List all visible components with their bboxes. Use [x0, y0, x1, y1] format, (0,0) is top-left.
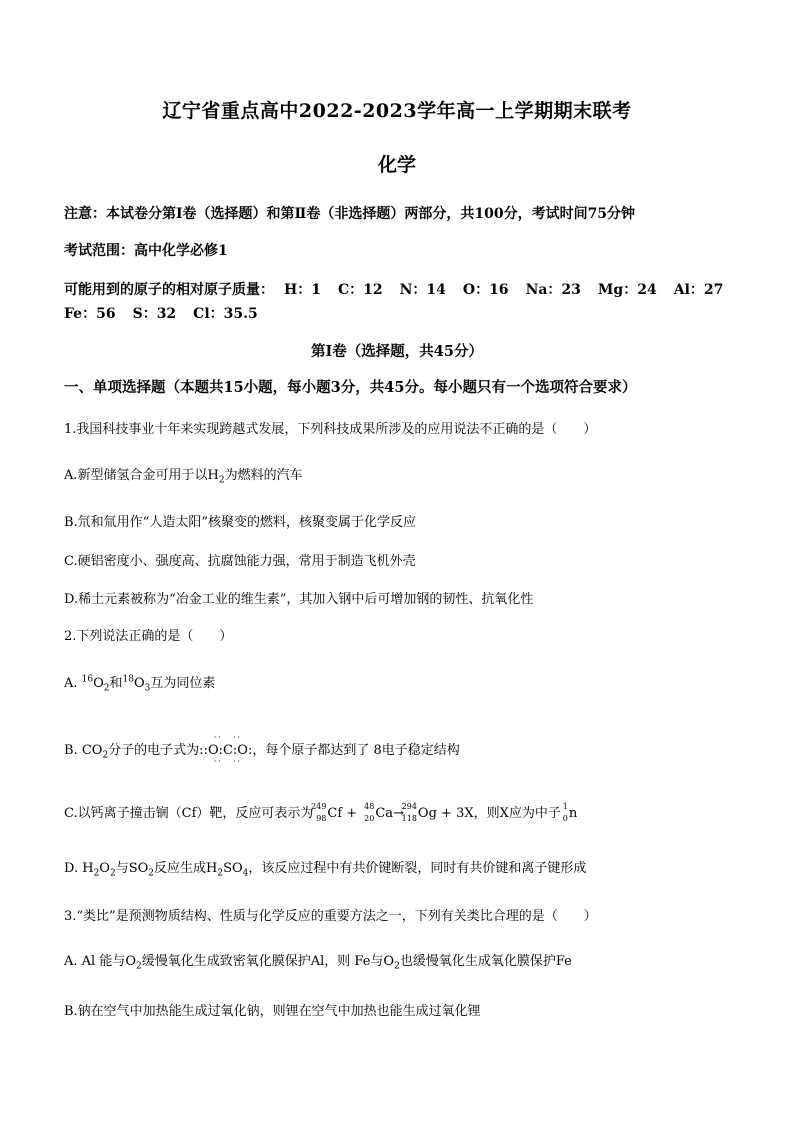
option-text: 为燃料的汽车 — [224, 468, 303, 483]
option-text: 缓慢氧化生成致密氧化膜保护Al，则 Fe与O — [141, 954, 395, 969]
question-1-option-a — [64, 464, 303, 486]
question-1-stem: 1.我国科技事业十年来实现跨越式发展，下列科技成果所涉及的应用说法不正确的是（ ） — [64, 422, 597, 437]
atomic-mass-row-2 — [64, 303, 258, 323]
mass-item: Na：23 — [525, 282, 581, 298]
question-2-option-a — [64, 672, 215, 694]
option-text: ，则X应为中子 — [473, 806, 561, 821]
section-title: 第Ⅰ卷（选择题，共45分） — [311, 343, 483, 360]
element-symbol: n — [568, 806, 578, 821]
question-2-stem: 2.下列说法正确的是（ ） — [64, 629, 233, 644]
option-text: D. H — [64, 861, 94, 876]
mass-item: Al：27 — [673, 282, 724, 298]
question-1-option-c: C.硬铝密度小、强度高、抗腐蚀能力强，常用于制造飞机外壳 — [64, 554, 416, 569]
atomic-number: 0 — [562, 814, 568, 823]
mass-item: S：32 — [132, 306, 177, 322]
nuclide-ca — [361, 804, 375, 822]
plus-sign: + — [342, 806, 362, 821]
electron-dots-bottom: ·· ·· — [213, 757, 243, 766]
option-text: 反应生成H — [154, 861, 218, 876]
option-text: A. — [64, 676, 82, 691]
option-text: C.以钙离子撞击锎（Cf）靶，反应可表示为 — [64, 806, 314, 821]
subscript: 2 — [109, 868, 116, 879]
mass-item: Mg：24 — [597, 282, 657, 298]
option-text: SO — [223, 861, 243, 876]
option-text: A.新型储氢合金可用于以H — [64, 468, 219, 483]
question-3-option-b: B.钠在空气中加热能生成过氧化钠，则锂在空气中加热也能生成过氧化锂 — [64, 1004, 481, 1019]
atomic-number: 118 — [401, 814, 417, 823]
subscript: 2 — [148, 868, 155, 879]
option-text: B. CO — [64, 743, 103, 758]
subscript: 2 — [218, 475, 225, 486]
subject-title: 化学 — [377, 154, 416, 176]
mass-number: 294 — [401, 802, 417, 811]
element-symbol: O — [93, 676, 104, 691]
mass-item: O：16 — [462, 282, 509, 298]
subscript: 2 — [103, 683, 110, 694]
option-text: 分子的电子式为: — [108, 743, 204, 758]
exam-title: 辽宁省重点高中2022-2023学年高一上学期期末联考 — [162, 100, 632, 122]
mass-number: 249 — [311, 802, 327, 811]
subscript: 3 — [144, 683, 151, 694]
section-heading: 一、单项选择题（本题共15小题，每小题3分，共45分。每小题只有一个选项符合要求） — [64, 379, 637, 396]
formula-text: :O:C:O: — [203, 743, 253, 758]
option-text: 互为同位素 — [150, 676, 216, 691]
element-symbol: O — [133, 676, 145, 691]
element-symbol: Og — [417, 806, 437, 821]
atomic-number: 20 — [364, 814, 375, 823]
atomic-number: 98 — [316, 814, 327, 823]
atomic-mass-row-1 — [64, 279, 723, 299]
element-symbol: Cf — [327, 806, 343, 821]
option-text: + 3X — [436, 806, 474, 821]
mass-item: C：12 — [337, 282, 383, 298]
mass-number: 16 — [81, 674, 94, 685]
option-text: O — [99, 861, 110, 876]
nuclide-neutron — [561, 804, 569, 822]
exam-notice: 注意：本试卷分第Ⅰ卷（选择题）和第Ⅱ卷（非选择题）两部分，共100分，考试时间75分钟 — [64, 206, 636, 222]
option-text: 与SO — [115, 861, 149, 876]
option-text: A. Al 能与O — [64, 954, 136, 969]
electron-dot-formula — [203, 733, 253, 766]
subscript: 2 — [102, 750, 109, 761]
subscript: 2 — [217, 868, 224, 879]
mass-item: Cl：35.5 — [193, 306, 258, 322]
question-3-option-a — [64, 950, 572, 972]
mass-item: H：1 — [284, 282, 321, 298]
atomic-mass-label: 可能用到的原子的相对原子质量： — [64, 282, 274, 298]
question-1-option-b: B.氘和氚用作“人造太阳”核聚变的燃料，核聚变属于化学反应 — [64, 515, 416, 530]
question-2-option-b — [64, 733, 460, 766]
option-text: 和 — [109, 676, 123, 691]
question-1-option-d: D.稀土元素被称为“冶金工业的维生素”，其加入钢中后可增加钢的韧性、抗氧化性 — [64, 592, 534, 607]
mass-item: Fe：56 — [64, 306, 116, 322]
question-2-option-d — [64, 857, 586, 879]
element-symbol: Ca — [375, 806, 394, 821]
subscript: 2 — [394, 961, 400, 972]
option-text: ，该反应过程中有共价键断裂，同时有共价键和离子键形成 — [248, 861, 587, 876]
mass-number: 48 — [364, 802, 375, 811]
subscript: 4 — [242, 868, 249, 879]
subscript: 2 — [93, 868, 100, 879]
mass-number: 1 — [562, 802, 568, 811]
option-text: ，每个原子都达到了 8电子稳定结构 — [252, 743, 460, 758]
exam-scope: 考试范围：高中化学必修1 — [64, 243, 228, 259]
nuclide-cf — [313, 804, 327, 822]
option-text: 也缓慢氧化生成氧化膜保护Fe — [399, 954, 572, 969]
subscript: 2 — [136, 961, 142, 972]
nuclide-og — [401, 802, 418, 823]
question-2-option-c — [64, 802, 577, 822]
electron-dots-top: ·· ·· — [213, 733, 243, 742]
mass-number: 18 — [122, 674, 134, 685]
question-3-stem: 3.“类比”是预测物质结构、性质与化学反应的重要方法之一，下列有关类比合理的是（ ） — [64, 909, 597, 924]
mass-item: N：14 — [399, 282, 446, 298]
reaction-arrow: → — [393, 806, 404, 821]
